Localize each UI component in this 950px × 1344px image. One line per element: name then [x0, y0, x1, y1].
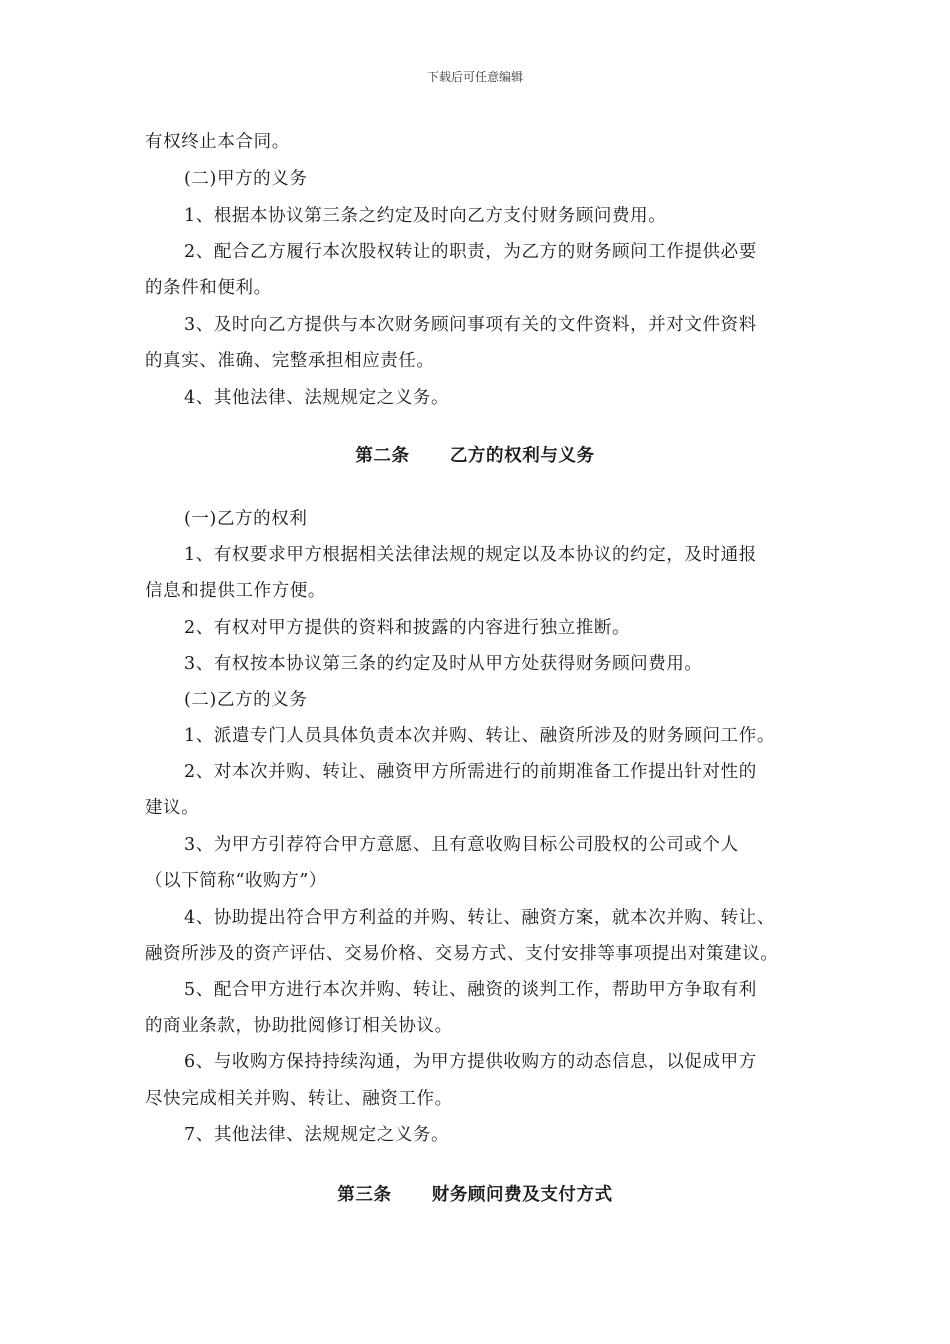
download-note: 下载后可任意编辑 [426, 70, 523, 84]
article-heading: 第三条 财务顾问费及支付方式 [337, 1185, 613, 1205]
text-line: 2、有权对甲方提供的资料和披露的内容进行独立推断。 [184, 618, 631, 638]
text-line: 3、有权按本协议第三条的约定及时从甲方处获得财务顾问费用。 [184, 654, 703, 674]
text-line: 信息和提供工作方便。 [145, 581, 326, 601]
text-line: （以下简称“收购方”） [145, 871, 327, 891]
text-line: 的真实、准确、完整承担相应责任。 [145, 351, 435, 371]
text-line: 3、为甲方引荐符合甲方意愿、且有意收购目标公司股权的公司或个人 [184, 835, 739, 855]
text-line: 4、其他法律、法规规定之义务。 [184, 388, 450, 408]
text-line: 融资所涉及的资产评估、交易价格、交易方式、支付安排等事项提出对策建议。 [145, 944, 779, 964]
text-line: 7、其他法律、法规规定之义务。 [184, 1125, 450, 1145]
text-line: 2、配合乙方履行本次股权转让的职责，为乙方的财务顾问工作提供必要 [184, 242, 757, 262]
text-line: 5、配合甲方进行本次并购、转让、融资的谈判工作，帮助甲方争取有利 [184, 980, 757, 1000]
text-line: 1、根据本协议第三条之约定及时向乙方支付财务顾问费用。 [184, 206, 667, 226]
text-line: 1、派遣专门人员具体负责本次并购、转让、融资所涉及的财务顾问工作。 [184, 726, 775, 746]
section-label: (二)乙方的义务 [184, 690, 308, 710]
text-line: 6、与收购方保持持续沟通，为甲方提供收购方的动态信息，以促成甲方 [184, 1052, 757, 1072]
text-line: 3、及时向乙方提供与本次财务顾问事项有关的文件资料，并对文件资料 [184, 315, 757, 335]
text-line: 尽快完成相关并购、转让、融资工作。 [145, 1089, 453, 1109]
text-line: 2、对本次并购、转让、融资甲方所需进行的前期准备工作提出针对性的 [184, 762, 757, 782]
section-label: (二)甲方的义务 [184, 169, 308, 189]
text-line: 的商业条款，协助批阅修订相关协议。 [145, 1016, 453, 1036]
section-label: (一)乙方的权利 [184, 509, 308, 529]
text-line: 4、协助提出符合甲方利益的并购、转让、融资方案，就本次并购、转让、 [184, 908, 775, 928]
text-line: 1、有权要求甲方根据相关法律法规的规定以及本协议的约定，及时通报 [184, 545, 757, 565]
text-line: 的条件和便利。 [145, 278, 272, 298]
text-line: 建议。 [145, 798, 200, 818]
text-line: 有权终止本合同。 [145, 132, 290, 152]
article-heading: 第二条 乙方的权利与义务 [355, 446, 595, 466]
